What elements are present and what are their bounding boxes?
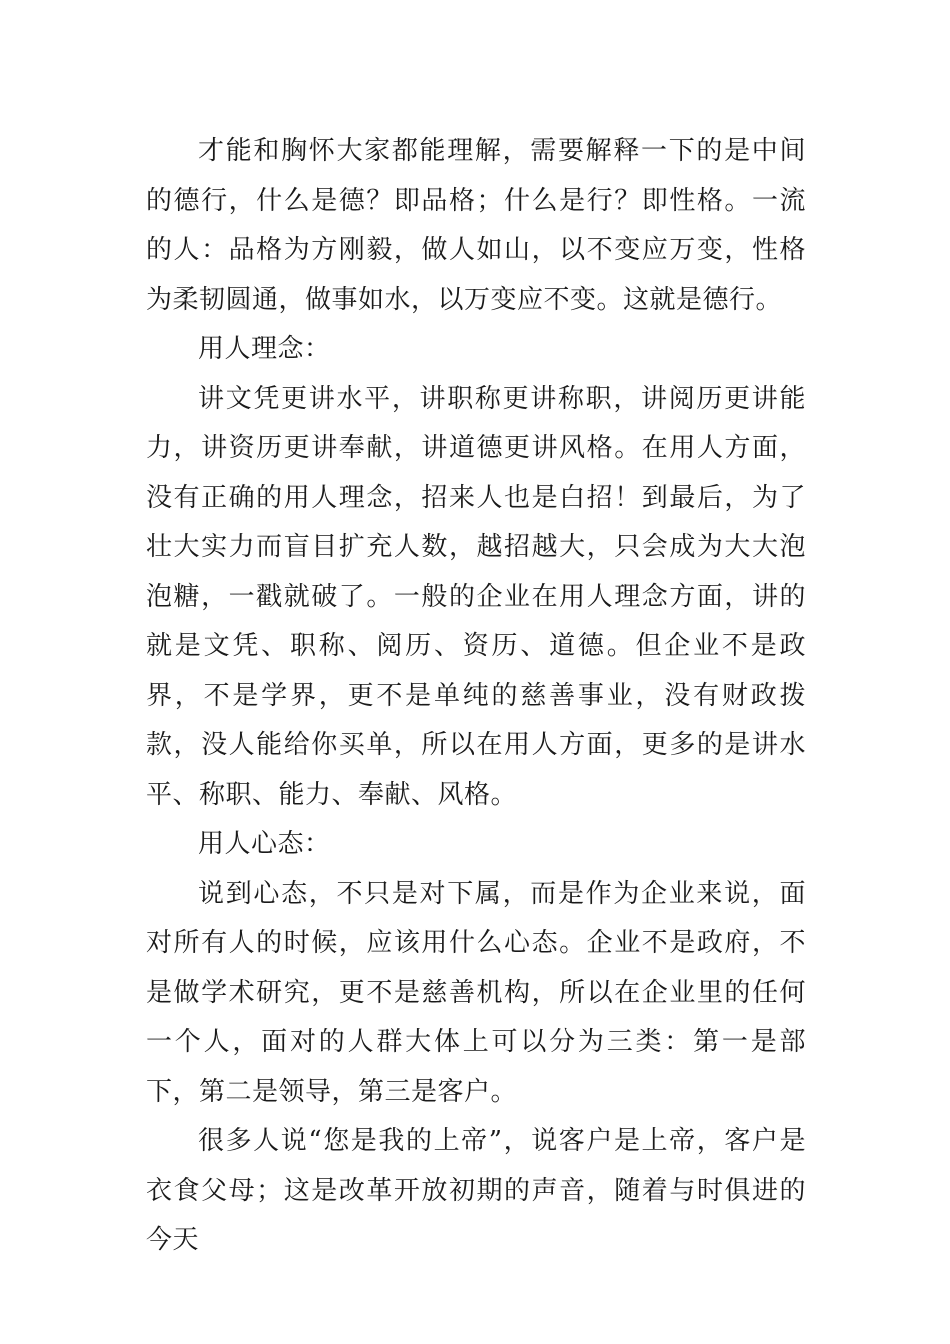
document-page xyxy=(146,127,806,1266)
paragraph-hiring-mindset: 说到心态，不只是对下属，而是作为企业来说，面对所有人的时候，应该用什么心态。企业不是政府，不是做学术研究，更不是慈善机构，所以在企业里的任何一个人，面对的人群大体上可以分为三类：第一是部下，第二是领导，第三是客户。 xyxy=(146,878,806,1107)
paragraph-hiring-philosophy: 讲文凭更讲水平，讲职称更讲称职，讲阅历更讲能力，讲资历更讲奉献，讲道德更讲风格。在用人方面，没有正确的用人理念，招来人也是白招！到最后，为了壮大实力而盲目扩充人数，越招越大，只会成为大大泡泡糖，一戳就破了。一般的企业在用人理念方面，讲的就是文凭、职称、阅历、资历、道德。但企业不是政界，不是学界，更不是单纯的慈善事业，没有财政拨款，没人能给你买单，所以在用人方面，更多的是讲水平、称职、能力、奉献、风格。 xyxy=(146,383,806,810)
heading-hiring-philosophy: 用人理念： xyxy=(198,334,331,364)
heading-hiring-mindset: 用人心态： xyxy=(198,829,331,859)
paragraph-customer: 很多人说“您是我的上帝”，说客户是上帝，客户是衣食父母；这是改革开放初期的声音，随着与时俱进的今天 xyxy=(146,1126,806,1255)
paragraph-virtue: 才能和胸怀大家都能理解，需要解释一下的是中间的德行，什么是德？即品格；什么是行？即性格。一流的人：品格为方刚毅，做人如山，以不变应万变，性格为柔韧圆通，做事如水，以万变应不变。这就是德行。 xyxy=(146,136,806,315)
